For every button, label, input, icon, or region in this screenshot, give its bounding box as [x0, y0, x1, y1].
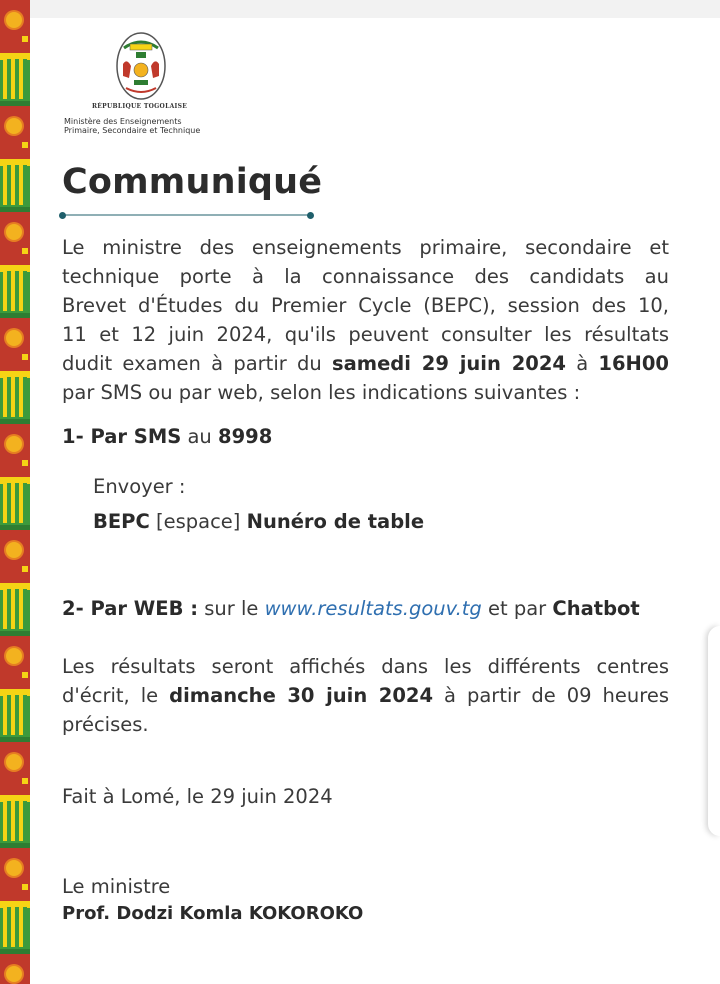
- results-link[interactable]: www.resultats.gouv.tg: [264, 597, 482, 620]
- intro-line-1: Le ministre des enseignements primaire, secondaire et: [62, 236, 669, 259]
- ministry-line-1: Ministère des Enseignements: [64, 117, 182, 126]
- release-time: 16H00: [598, 352, 669, 375]
- kente-border: [0, 0, 30, 984]
- republic-label: RÉPUBLIQUE TOGOLAISE: [92, 103, 188, 110]
- sms-label: 1- Par SMS: [62, 425, 182, 448]
- border-medallion-tile: [0, 0, 30, 53]
- border-medallion-tile: [0, 212, 30, 265]
- results-line-3: précises.: [62, 713, 149, 736]
- border-stripe-tile: [0, 265, 30, 318]
- web-heading: 2- Par WEB : sur le www.resultats.gouv.tg et par Chatbot: [62, 597, 640, 620]
- intro-line-5: dudit examen à partir du samedi 29 juin 2024 à 16H00: [62, 352, 669, 375]
- release-date: samedi 29 juin 2024: [331, 352, 566, 375]
- border-stripe-tile: [0, 795, 30, 848]
- border-stripe-tile: [0, 901, 30, 954]
- border-medallion-tile: [0, 318, 30, 371]
- border-stripe-tile: [0, 53, 30, 106]
- border-medallion-tile: [0, 530, 30, 583]
- border-medallion-tile: [0, 742, 30, 795]
- border-stripe-tile: [0, 477, 30, 530]
- results-paragraph: [62, 652, 669, 739]
- border-medallion-tile: [0, 954, 30, 984]
- top-shade: [28, 0, 720, 18]
- ministry-line-2: Primaire, Secondaire et Technique: [64, 126, 201, 135]
- results-line-1: Les résultats seront affichés dans les différents centres: [62, 655, 669, 678]
- intro-line-4: 11 et 12 juin 2024, qu'ils peuvent consulter les résultats: [62, 323, 669, 346]
- title-divider: [62, 214, 310, 216]
- intro-paragraph: [62, 233, 669, 407]
- border-stripe-tile: [0, 689, 30, 742]
- web-label: 2- Par WEB :: [62, 597, 199, 620]
- intro-line-2: technique porte à la connaissance des candidats au: [62, 265, 669, 288]
- signature-role: Le ministre: [62, 875, 171, 898]
- results-line-2: d'écrit, le dimanche 30 juin 2024 à partir de 09 heures: [62, 684, 669, 707]
- border-stripe-tile: [0, 159, 30, 212]
- border-medallion-tile: [0, 424, 30, 477]
- border-stripe-tile: [0, 371, 30, 424]
- sms-heading: 1- Par SMS au 8998: [62, 425, 273, 448]
- divider-right-dot-icon: [306, 211, 315, 220]
- sms-send-label: Envoyer :: [93, 475, 186, 498]
- page-title: Communiqué: [62, 162, 323, 202]
- sms-format: BEPC [espace] Nunéro de table: [93, 510, 425, 533]
- border-medallion-tile: [0, 636, 30, 689]
- coat-of-arms-icon: [114, 30, 168, 102]
- sms-number: 8998: [218, 425, 273, 448]
- border-stripe-tile: [0, 583, 30, 636]
- border-medallion-tile: [0, 848, 30, 901]
- intro-line-3: Brevet d'Études du Premier Cycle (BEPC), session des 10,: [62, 294, 669, 317]
- display-date: dimanche 30 juin 2024: [169, 684, 434, 707]
- divider-left-dot-icon: [58, 211, 67, 220]
- border-medallion-tile: [0, 106, 30, 159]
- scroll-edge-handle[interactable]: [708, 626, 720, 836]
- place-date: Fait à Lomé, le 29 juin 2024: [62, 785, 333, 808]
- signature-name: Prof. Dodzi Komla KOKOROKO: [62, 903, 364, 924]
- intro-line-6: par SMS ou par web, selon les indications suivantes :: [62, 381, 581, 404]
- chatbot-label: Chatbot: [552, 597, 640, 620]
- ministry-label: [64, 117, 200, 135]
